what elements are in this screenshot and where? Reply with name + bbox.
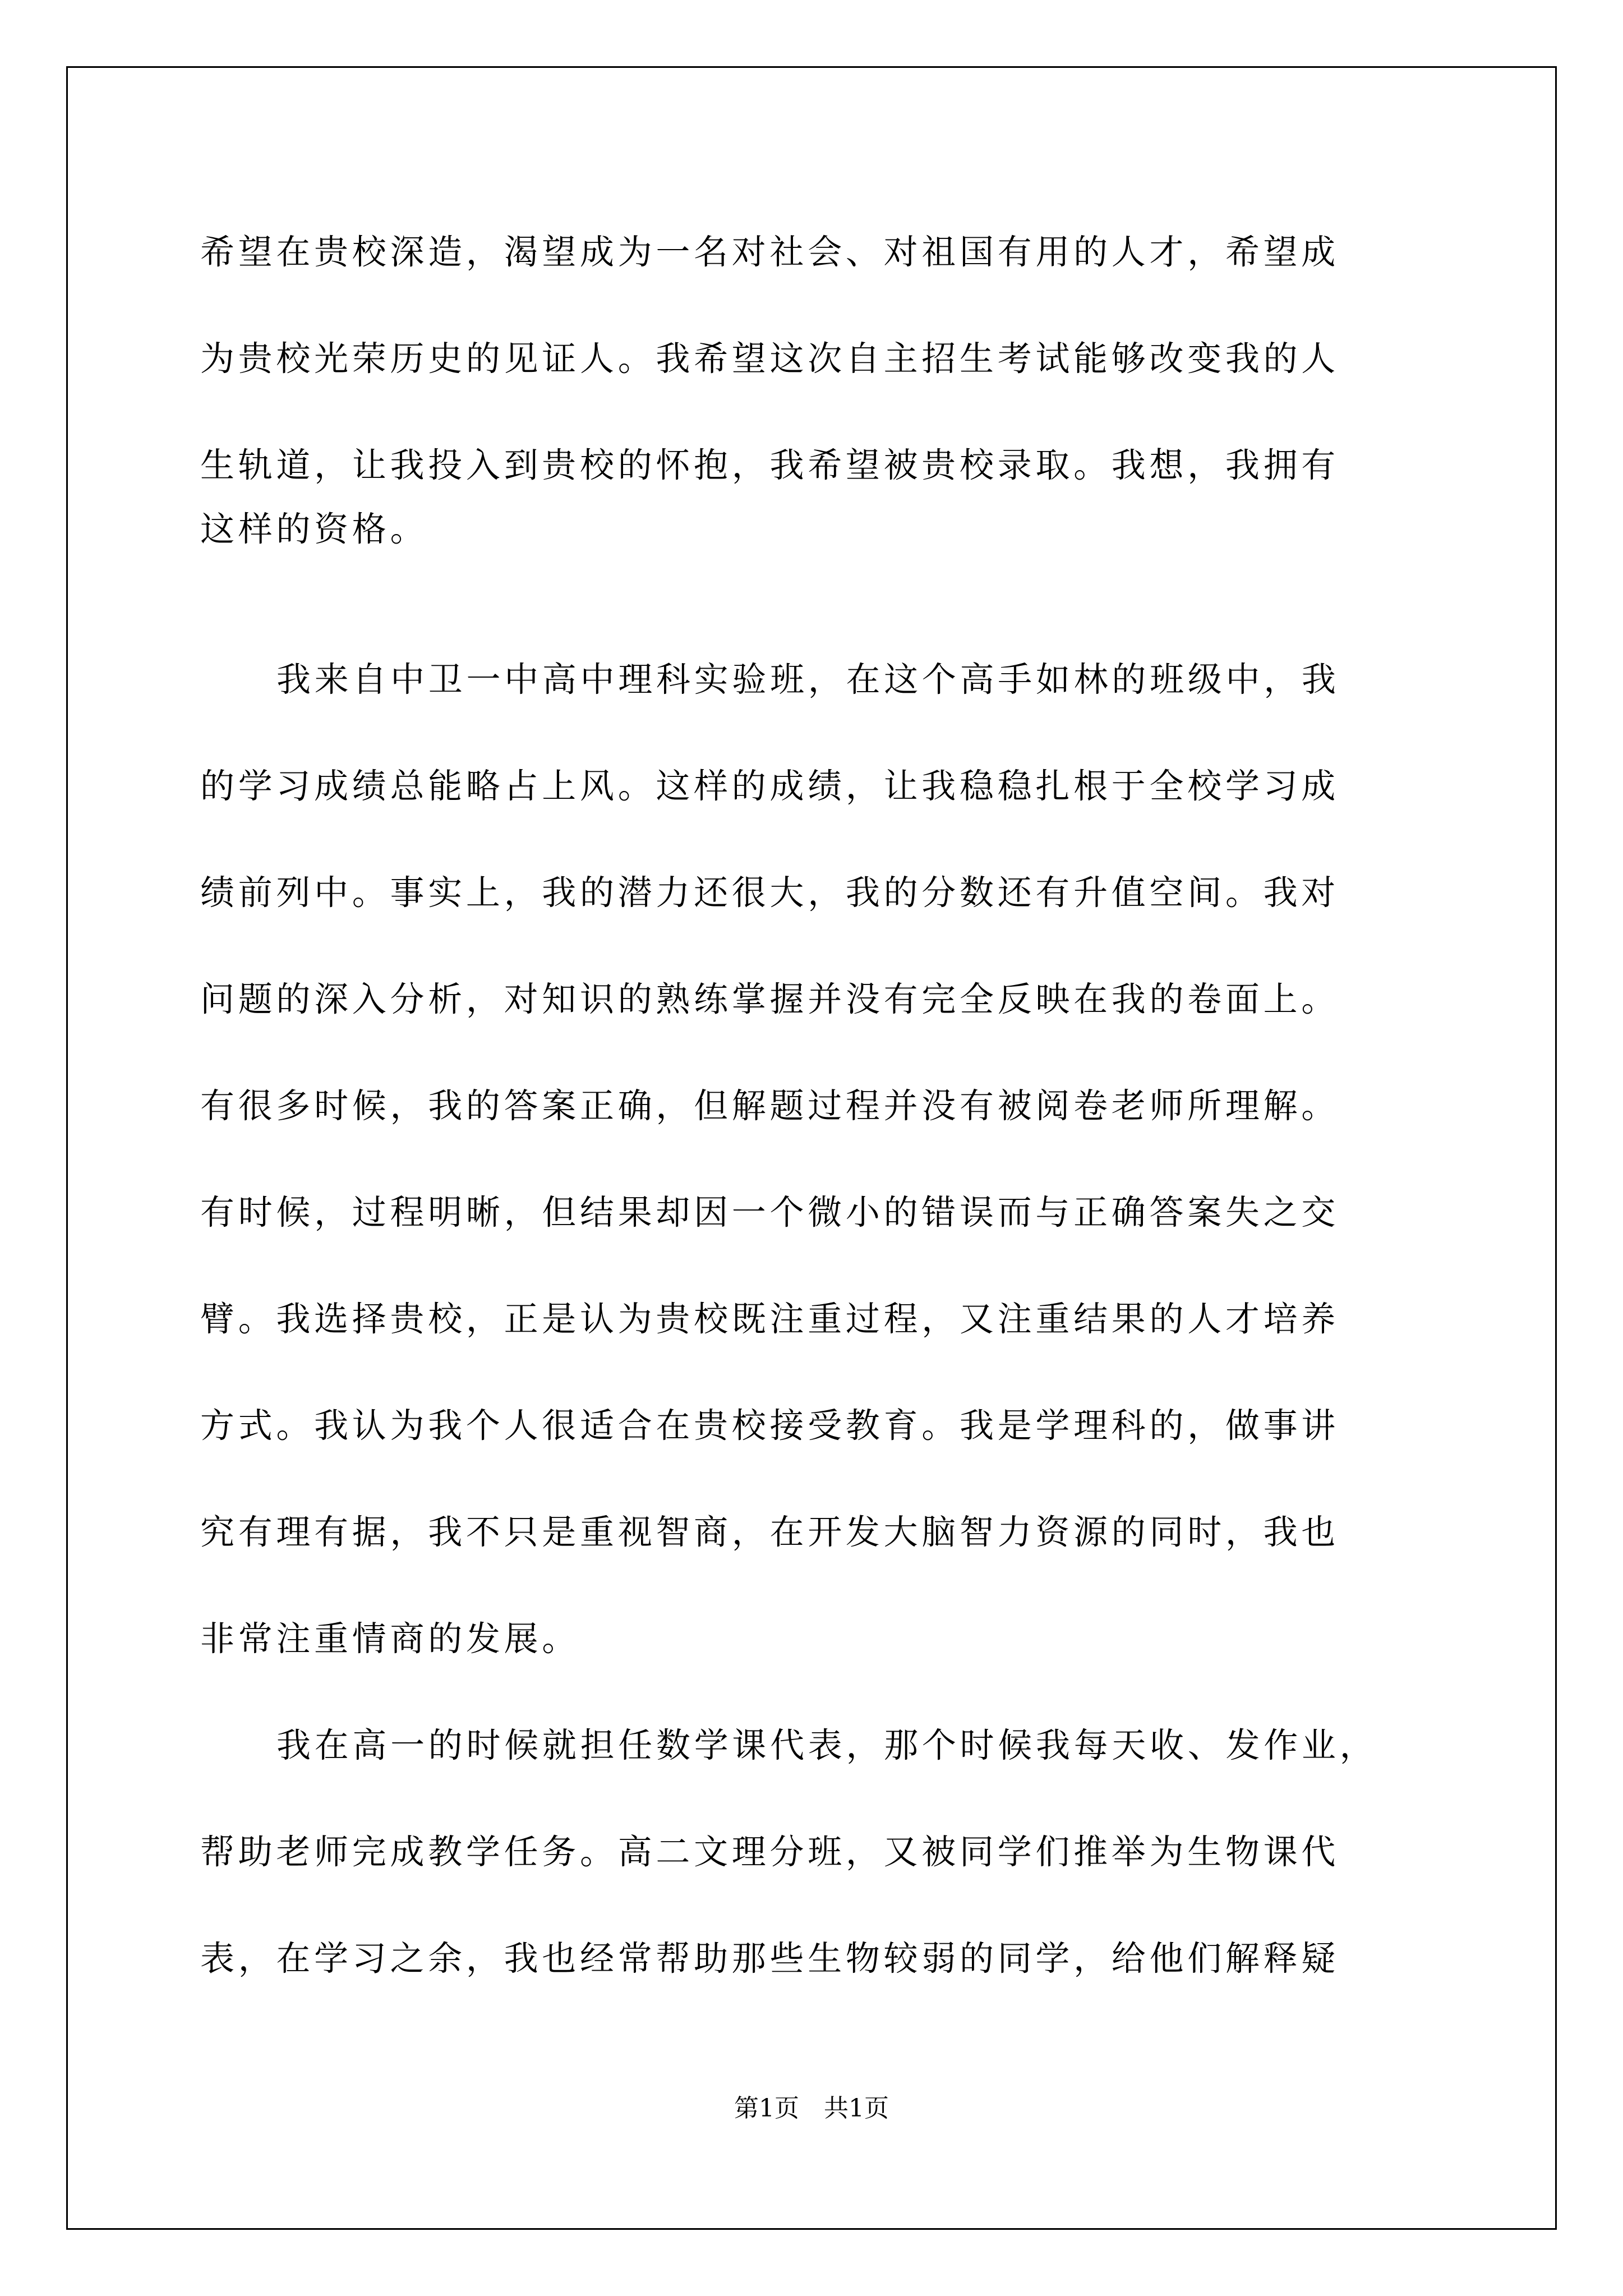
text-line: 臂。我选择贵校，正是认为贵校既注重过程，又注重结果的人才培养 <box>200 1299 1340 1339</box>
text-line: 这样的资格。 <box>200 509 428 549</box>
text-line: 非常注重情商的发展。 <box>200 1619 580 1659</box>
text-line: 为贵校光荣历史的见证人。我希望这次自主招生考试能够改变我的人 <box>200 339 1340 379</box>
text-line: 有时候，过程明晰，但结果却因一个微小的错误而与正确答案失之交 <box>200 1193 1340 1232</box>
text-line: 究有理有据，我不只是重视智商，在开发大脑智力资源的同时，我也 <box>200 1512 1340 1552</box>
page-number-footer: 第1页 共1页 <box>734 2094 889 2123</box>
text-line: 有很多时候，我的答案正确，但解题过程并没有被阅卷老师所理解。 <box>200 1086 1340 1126</box>
text-line: 方式。我认为我个人很适合在贵校接受教育。我是学理科的，做事讲 <box>200 1406 1340 1446</box>
page-border <box>66 66 1557 2230</box>
text-line: 表，在学习之余，我也经常帮助那些生物较弱的同学，给他们解释疑 <box>200 1939 1340 1978</box>
text-line: 的学习成绩总能略占上风。这样的成绩，让我稳稳扎根于全校学习成 <box>200 766 1340 806</box>
text-line: 我来自中卫一中高中理科实验班，在这个高手如林的班级中，我 <box>276 660 1340 700</box>
text-line: 绩前列中。事实上，我的潜力还很大，我的分数还有升值空间。我对 <box>200 873 1340 913</box>
text-line: 帮助老师完成教学任务。高二文理分班，又被同学们推举为生物课代 <box>200 1832 1340 1872</box>
text-line: 希望在贵校深造，渴望成为一名对社会、对祖国有用的人才，希望成 <box>200 232 1340 272</box>
text-line: 问题的深入分析，对知识的熟练掌握并没有完全反映在我的卷面上。 <box>200 979 1340 1019</box>
text-line: 我在高一的时候就担任数学课代表，那个时候我每天收、发作业， <box>276 1726 1378 1765</box>
text-line: 生轨道，让我投入到贵校的怀抱，我希望被贵校录取。我想，我拥有 <box>200 445 1340 485</box>
